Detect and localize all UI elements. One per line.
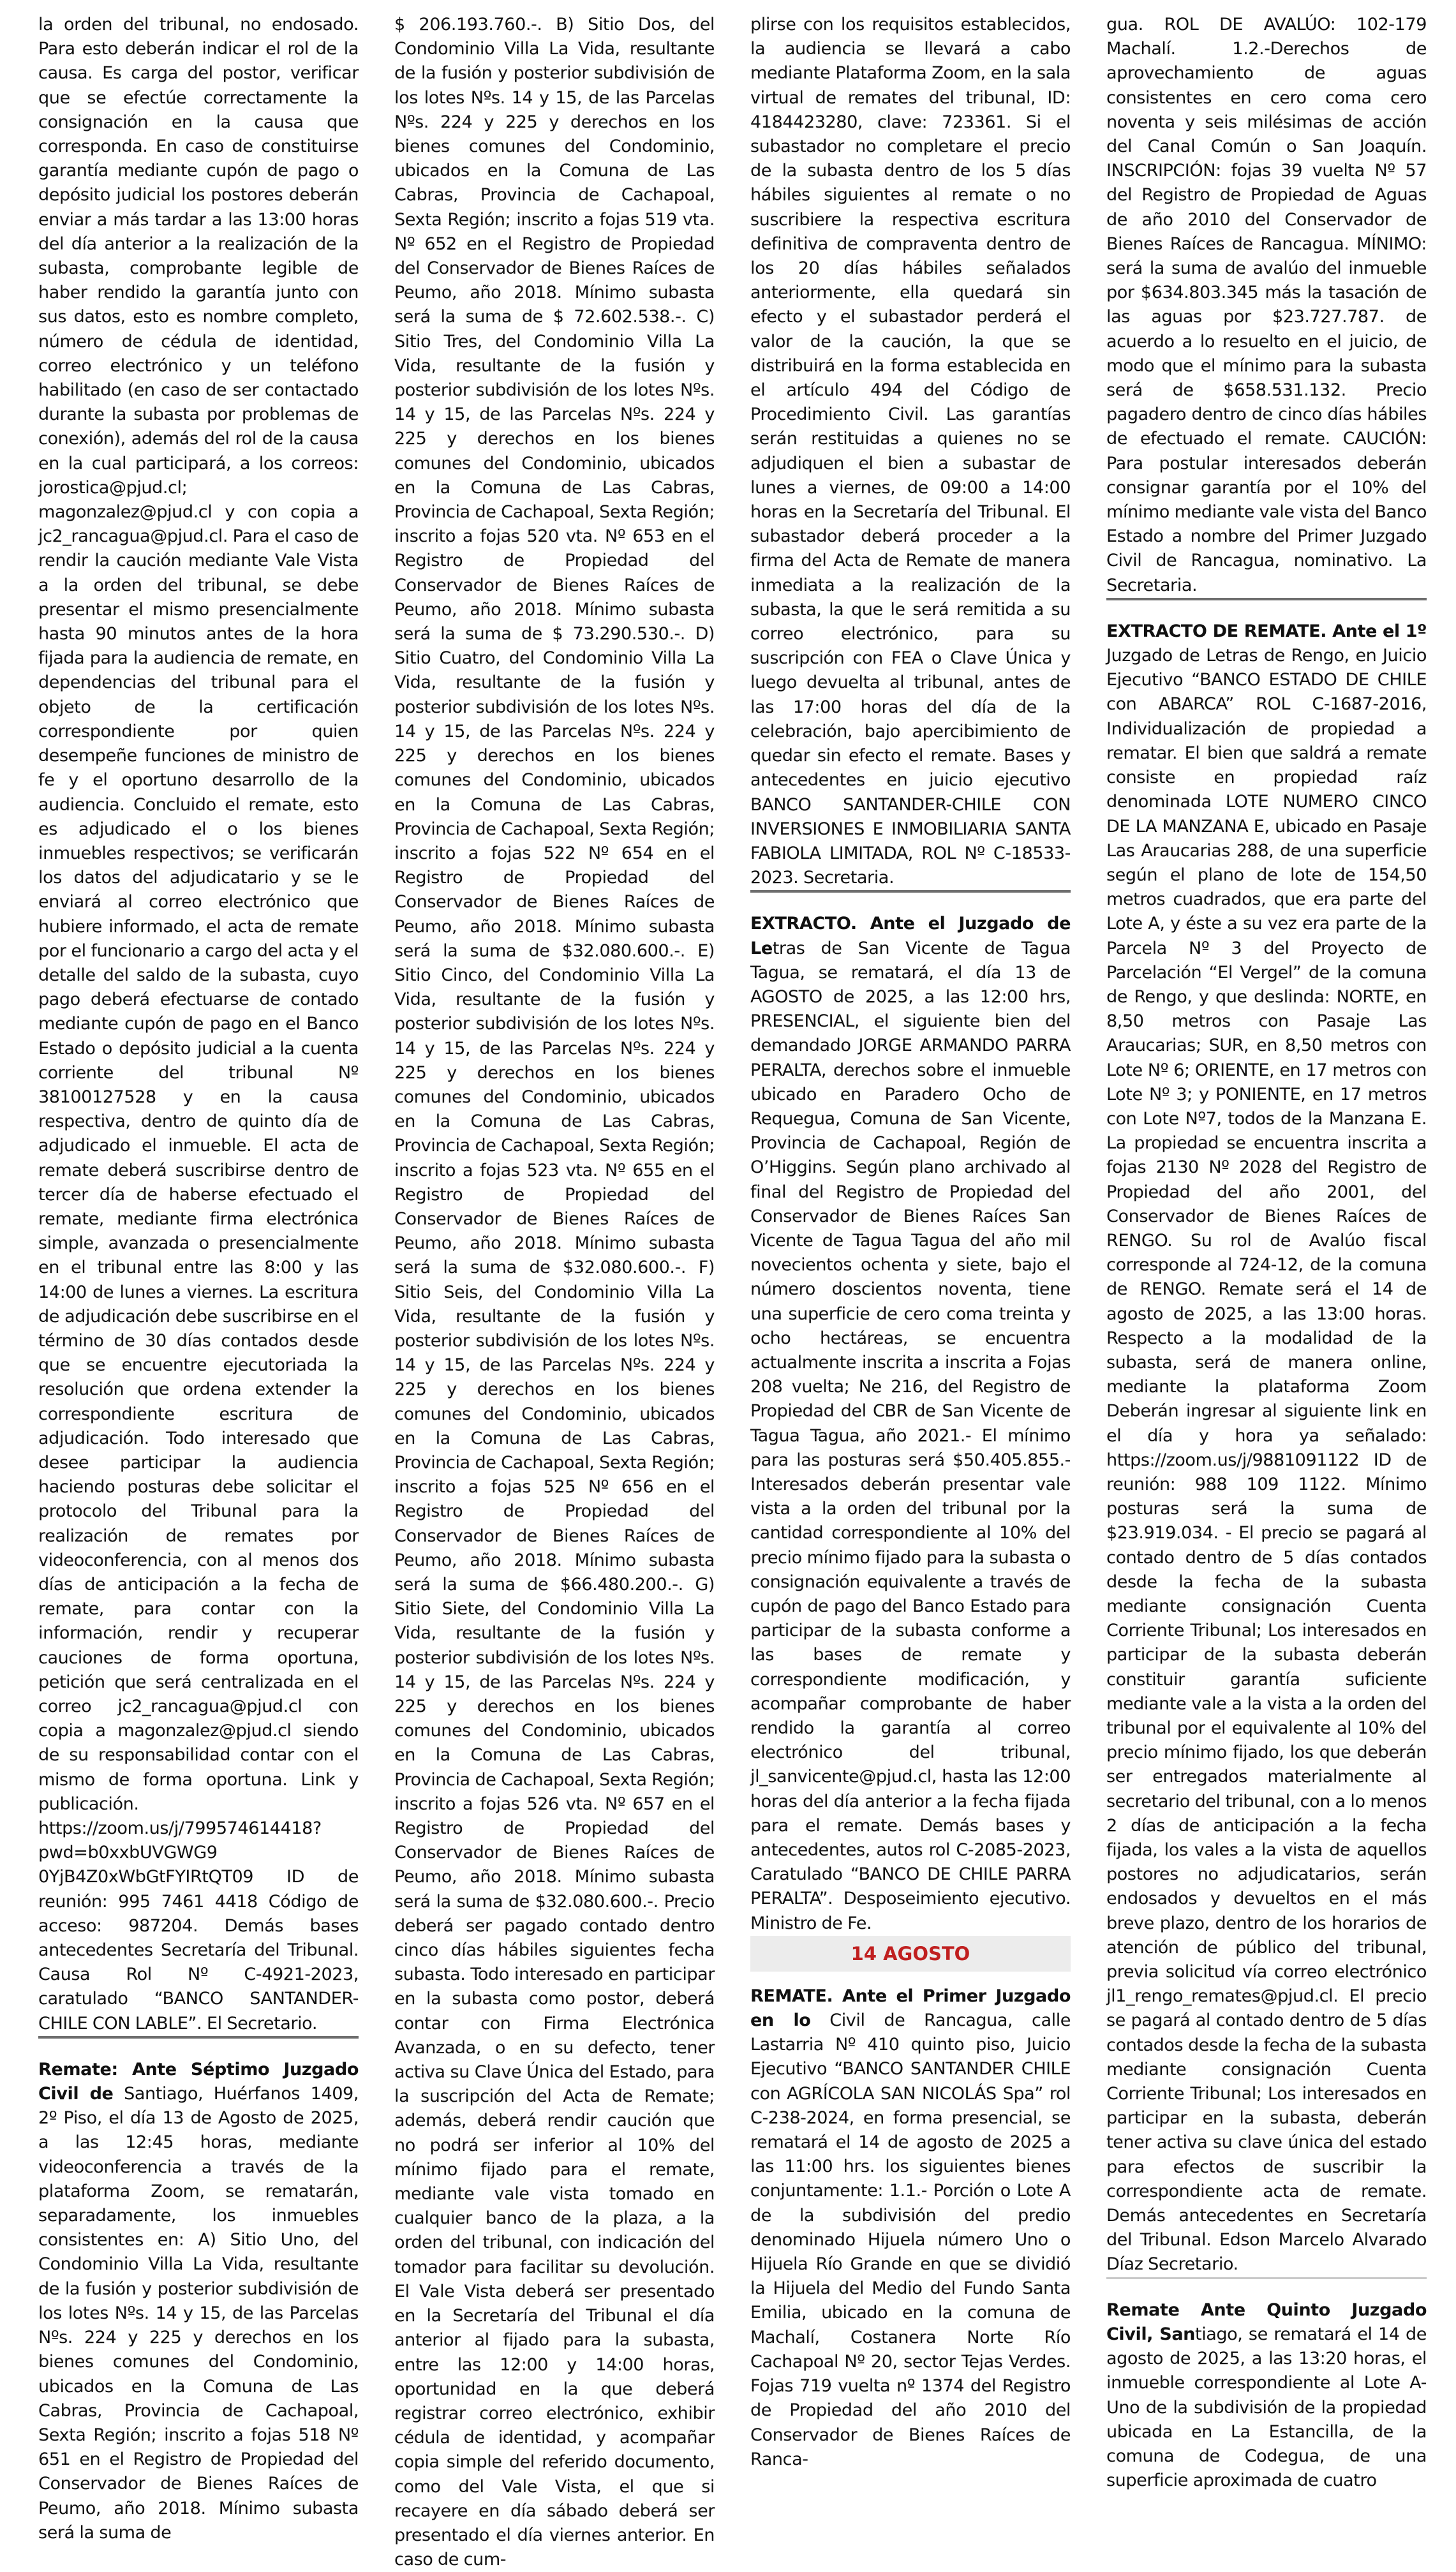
notice-continuation — [394, 13, 715, 2572]
notice-body: Santiago, Huérfanos 1409, 2º Piso, el día 13 de Agosto de 2025, a las 12:45 horas, mediante videoconferencia a través de la plataforma Zoom, se rematarán, separadamente, los inmuebles consistentes en: A) Sitio Uno, del Condominio Villa La Vida, resultante de la fusión y posterior subdivisión de los lotes Nºs. 14 y 15, de las Parcelas Nºs. 224 y 225 y derechos en los bienes comunes del Condominio, ubicados en la Comuna de Las Cabras, Provincia de Cachapoal, Sexta Región; inscrito a fojas 518 Nº 651 en el Registro de Propiedad del Conservador de Bienes Raíces de Peumo, año 2018. Mínimo subasta será la suma de — [38, 2084, 359, 2543]
notice-lead: EXTRACTO DE REMATE. Ante el 1º — [1106, 621, 1427, 641]
notice-separator — [1106, 598, 1427, 600]
notice-body: Civil de Rancagua, calle Lastarria Nº 410 quinto piso, Juicio Ejecutivo “BANCO SANTANDER CHILE con AGRÍCOLA SAN NICOLÁS Spa” rol C-238-2024, en forma presencial, se rematará el 14 de agosto de 2025 a las 11:00 hrs. los siguientes bienes conjuntamente: 1.1.- Porción o Lote A de la subdivisión del predio denominado Hijuela número Uno o Hijuela Río Grande en que se dividió la Hijuela del Medio del Fundo Santa Emilia, ubicado en la comuna de Machalí, Costanera Norte Río Cachapoal Nº 20, sector Tejas Verdes. Fojas 719 vuelta nº 1374 del Registro de Propiedad del año 2010 del Conservador de Bienes Raíces de Ranca- — [750, 2011, 1071, 2469]
notice-separator — [38, 2036, 359, 2039]
date-section-banner: 14 AGOSTO — [750, 1936, 1071, 1972]
notice-body: tiago, se rematará el 14 de agosto de 2025, a las 13:20 horas, el inmueble correspondiente al Lote A-Uno de la subdivisión de la propiedad ubicada en La Estancilla, de la comuna de Codegua, de una superficie aproximada de cuatro — [1106, 2324, 1427, 2491]
notice-lead: Remate: Ante Séptimo Juzgado Civil de — [38, 2059, 359, 2104]
notice-lead: REMATE. Ante el Primer Juzgado en lo — [750, 1986, 1071, 2031]
notice-body: plirse con los requisitos establecidos, la audiencia se llevará a cabo mediante Plataforma Zoom, en la sala virtual de remates del tribunal, ID: 4184423280, clave: 723361. Si el subastador no completare el precio de la subasta dentro de los 5 días hábiles siguientes al remate o no suscribiere la respectiva escritura definitiva de compraventa dentro de los 20 días hábiles señalados anteriormente, ella quedará sin efecto y el subastador perderá el valor de la caución, la que se distribuirá en la forma establecida en el artículo 494 del Código de Procedimiento Civil. Las garantías serán restituidas a quienes no se adjudiquen el bien a subastar de lunes a viernes, de 09:00 a 14:00 horas en la Secretaría del Tribunal. El subastador deberá proceder a la firma del Acta de Remate de manera inmediata a la realización de la subasta, la que le será remitida a su correo electrónico, para su suscripción con FEA o Clave Única y luego devuelta al tribunal, antes de las 17:00 horas del día de la celebración, bajo apercibimiento de quedar sin efecto el remate. Bases y antecedentes en juicio ejecutivo BANCO SANTANDER-CHILE CON INVERSIONES E INMOBILIARIA SANTA FABIOLA LIMITADA, ROL Nº C-18533-2023. Secretaria. — [750, 15, 1071, 888]
notice-extracto-rengo — [1106, 620, 1427, 2277]
column-4 — [1106, 13, 1427, 2491]
column-2 — [394, 13, 715, 2570]
notice-remate-septimo-juzgado — [38, 2058, 359, 2545]
notice-remate-quinto-juzgado — [1106, 2298, 1427, 2494]
notice-body: tras de San Vicente de Tagua Tagua, se rematará, el día 13 de AGOSTO de 2025, a las 12:00 hrs, PRESENCIAL, el siguiente bien del demandado JORGE ARMANDO PARRA PERALTA, derechos sobre el inmueble ubicado en Paradero Ocho de Requegua, Comuna de San Vicente, Provincia de Cachapoal, Región de O’Higgins. Según plano archivado al final del Registro de Propiedad del Conservador de Bienes Raíces San Vicente de Tagua Tagua del año mil novecientos ochenta y siete, bajo el número doscientos noventa, tiene una superficie de cero coma treinta y ocho hectáreas, se encuentra actualmente inscrita a inscrita a Fojas 208 vuelta; Ne 216, del Registro de Propiedad del CBR de San Vicente de Tagua Tagua, año 2021.- El mínimo para las posturas será $50.405.855.- Interesados deberán presentar vale vista a la orden del tribunal por la cantidad correspondiente al 10% del precio mínimo fijado para la subasta o consignación equivalente a través de cupón de pago del Banco Estado para participar de la subasta conforme a las bases de remate y correspondiente modificación, y acompañar comprobante de haber rendido la garantía al correo electrónico del tribunal, jl_sanvicente@pjud.cl, hasta las 12:00 horas del día anterior a la fecha fijada para el remate. Demás bases y antecedentes, autos rol C-2085-2023, Caratulado “BANCO DE CHILE PARRA PERALTA”. Desposeimiento ejecutivo. Ministro de Fe. — [750, 938, 1071, 1933]
column-3 — [750, 13, 1071, 2469]
notice-lead: Remate Ante Quinto Juzgado Civil, San — [1106, 2300, 1427, 2344]
notice-body: la orden del tribunal, no endosado. Para esto deberán indicar el rol de la causa. Es carga del postor, verificar que se efectúe correctamente la consignación en la causa que corresponda. En caso de constituirse garantía mediante cupón de pago o depósito judicial los postores deberán enviar a más tardar a las 13:00 horas del día anterior a la realización de la subasta, comprobante legible de haber rendido la garantía junto con sus datos, esto es nombre completo, número de cédula de identidad, correo electrónico y un teléfono habilitado (en caso de ser contactado durante la subasta por problemas de conexión), además del rol de la causa en la cual participará, a los correos: jorostica@pjud.cl; magonzalez@pjud.cl y con copia a jc2_rancagua@pjud.cl. Para el caso de rendir la caución mediante Vale Vista a la orden del tribunal, se debe presentar el mismo presencialmente hasta 90 minutos antes de la hora fijada para la audiencia de remate, en dependencias del tribunal para el objeto de la certificación correspondiente por quien desempeñe funciones de ministro de fe y el oportuno desarrollo de la audiencia. Concluido el remate, esto es adjudicado el o los bienes inmuebles respectivos; se verificarán los datos del adjudicatario y se le enviará al correo electrónico que hubiere informado, el acta de remate por el funcionario a cargo del acta y el detalle del saldo de la subasta, cuyo pago deberá efectuarse de contado mediante cupón de pago en el Banco Estado o depósito judicial a la cuenta corriente del tribunal Nº 38100127528 y en la causa respectiva, dentro de quinto día de adjudicado el inmueble. El acta de remate deberá suscribirse dentro de tercer día de haberse efectuado el remate, mediante firma electrónica simple, avanzada o presencialmente en el tribunal entre las 8:00 y las 14:00 de lunes a viernes. La escritura de adjudicación debe suscribirse en el término de 30 días contados desde que se encuentre ejecutoriada la resolución que ordena extender la correspondiente escritura de adjudicación. Todo interesado que desee participar la audiencia haciendo posturas debe solicitar el protocolo del Tribunal para la realización de remates por videoconferencia, con al menos dos días de anticipación a la fecha de remate, para contar con la información, rendir y recuperar cauciones de forma oportuna, petición que será centralizada en el correo jc2_rancagua@pjud.cl con copia a magonzalez@pjud.cl siendo de su responsabilidad contar con el mismo de forma oportuna. Link y publicación. https://zoom.us/j/799574614418?pwd=b0xxbUVGWG9 0YjB4Z0xWbGtFYIRtQT09 ID de reunión: 995 7461 4418 Código de acceso: 987204. Demás bases antecedentes Secretaría del Tribunal. Causa Rol Nº C-4921-2023, caratulado “BANCO SANTANDER-CHILE CON LABLE”. El Secretario. — [38, 15, 359, 2033]
notice-body: gua. ROL DE AVALÚO: 102-179 Machalí. 1.2.-Derechos de aprovechamiento de aguas consistentes en cero coma cero noventa y seis milésimas de acción del Canal Común o San Joaquín. INSCRIPCIÓN: fojas 39 vuelta Nº 57 del Registro de Propiedad de Aguas de año 2010 del Conservador de Bienes Raíces de Rancagua. MÍNIMO: será la suma de avalúo del inmueble por $634.803.345 más la tasación de las aguas por $23.727.787. de acuerdo a lo resuelto en el juicio, de modo que el mínimo para la subasta será de $658.531.132. Precio pagadero dentro de cinco días hábiles de efectuado el remate. CAUCIÓN: Para postular interesados deberán consignar garantía por el 10% del mínimo mediante vale vista del Banco Estado a nombre del Primer Juzgado Civil de Rancagua, nominativo. La Secretaria. — [1106, 15, 1427, 595]
notice-separator — [1106, 2277, 1427, 2279]
notice-continuation — [1106, 13, 1427, 598]
notice-separator — [750, 890, 1071, 893]
notice-body: $ 206.193.760.-. B) Sitio Dos, del Condominio Villa La Vida, resultante de la fusión y posterior subdivisión de los lotes Nºs. 14 y 15, de las Parcelas Nºs. 224 y 225 y derechos en los bienes comunes del Condominio, ubicados en la Comuna de Las Cabras, Provincia de Cachapoal, Sexta Región; inscrito a fojas 519 vta. Nº 652 en el Registro de Propiedad del Conservador de Bienes Raíces de Peumo, año 2018. Mínimo subasta será la suma de $ 72.602.538.-. C) Sitio Tres, del Condominio Villa La Vida, resultante de la fusión y posterior subdivisión de los lotes Nºs. 14 y 15, de las Parcelas Nºs. 224 y 225 y derechos en los bienes comunes del Condominio, ubicados en la Comuna de Las Cabras, Provincia de Cachapoal, Sexta Región; inscrito a fojas 520 vta. Nº 653 en el Registro de Propiedad del Conservador de Bienes Raíces de Peumo, año 2018. Mínimo subasta será la suma de $ 73.290.530.-. D) Sitio Cuatro, del Condominio Villa La Vida, resultante de la fusión y posterior subdivisión de los lotes Nºs. 14 y 15, de las Parcelas Nºs. 224 y 225 y derechos en los bienes comunes del Condominio, ubicados en la Comuna de Las Cabras, Provincia de Cachapoal, Sexta Región; inscrito a fojas 522 Nº 654 en el Registro de Propiedad del Conservador de Bienes Raíces de Peumo, año 2018. Mínimo subasta será la suma de $32.080.600.-. E) Sitio Cinco, del Condominio Villa La Vida, resultante de la fusión y posterior subdivisión de los lotes Nºs. 14 y 15, de las Parcelas Nºs. 224 y 225 y derechos en los bienes comunes del Condominio, ubicados en la Comuna de Las Cabras, Provincia de Cachapoal, Sexta Región; inscrito a fojas 523 vta. Nº 655 en el Registro de Propiedad del Conservador de Bienes Raíces de Peumo, año 2018. Mínimo subasta será la suma de $32.080.600.-. F) Sitio Seis, del Condominio Villa La Vida, resultante de la fusión y posterior subdivisión de los lotes Nºs. 14 y 15, de las Parcelas Nºs. 224 y 225 y derechos en los bienes comunes del Condominio, ubicados en la Comuna de Las Cabras, Provincia de Cachapoal, Sexta Región; inscrito a fojas 525 Nº 656 en el Registro de Propiedad del Conservador de Bienes Raíces de Peumo, año 2018. Mínimo subasta será la suma de $66.480.200.-. G) Sitio Siete, del Condominio Villa La Vida, resultante de la fusión y posterior subdivisión de los lotes Nºs. 14 y 15, de las Parcelas Nºs. 224 y 225 y derechos en los bienes comunes del Condominio, ubicados en la Comuna de Las Cabras, Provincia de Cachapoal, Sexta Región; inscrito a fojas 526 vta. Nº 657 en el Registro de Propiedad del Conservador de Bienes Raíces de Peumo, año 2018. Mínimo subasta será la suma de $32.080.600.-. Precio deberá ser pagado contado dentro cinco días hábiles siguientes fecha subasta. Todo interesado en participar en la subasta como postor, deberá contar con Firma Electrónica Avanzada, o en su defecto, tener activa su Clave Única del Estado, para la suscripción del Acta de Remate; además, deberá rendir caución que no podrá ser inferior al 10% del mínimo fijado para el remate, mediante vale vista tomado en cualquier banco de la plaza, a la orden del tribunal, con indicación del tomador para facilitar su devolución. El Vale Vista deberá ser presentado en la Secretaría del Tribunal el día anterior al fijado para la subasta, entre las 12:00 y 14:00 horas, oportunidad en la que deberá registrar correo electrónico, exhibir cédula de identidad, y acompañar copia simple del referido documento, como del Vale Vista, el que si recayere en día sábado deberá ser presentado el día viernes anterior. En caso de cum- — [394, 15, 715, 2570]
notice-extracto-san-vicente — [750, 912, 1071, 1936]
notice-continuation — [38, 13, 359, 2036]
column-1 — [38, 13, 359, 2543]
notice-body: Juzgado de Letras de Rengo, en Juicio Ejecutivo “BANCO ESTADO DE CHILE con ABARCA” ROL C-1687-2016, Individualización de propiedad a rematar. El bien que saldrá a remate consiste en propiedad raíz denominada LOTE NUMERO CINCO DE LA MANZANA E, ubicado en Pasaje Las Araucarias 288, de una superficie según el plano de lote de 154,50 metros cuadrados, que era parte del Lote A, y éste a su vez era parte de la Parcela Nº 3 del Proyecto de Parcelación “El Vergel” de la comuna de Rengo, y que deslinda: NORTE, en 8,50 metros con Pasaje Las Araucarias; SUR, en 8,50 metros con Lote Nº 6; ORIENTE, en 17 metros con Lote Nº 3; y PONIENTE, en 17 metros con Lote Nº7, todos de la Manzana E. La propiedad se encuentra inscrita a fojas 2130 Nº 2028 del Registro de Propiedad del año 2001, del Conservador de Bienes Raíces de RENGO. Su rol de Avalúo fiscal corresponde al 724-12, de la comuna de RENGO. Remate será el 14 de agosto de 2025, a las 13:00 horas. Respecto a la modalidad de la subasta, será de manera online, mediante la plataforma Zoom Deberán ingresar al siguiente link en el día y hora ya señalado: https://zoom.us/j/9881091122 ID de reunión: 988 109 1122. Mínimo posturas será la suma de $23.919.034. - El precio se pagará al contado dentro de 5 días contados desde la fecha de la subasta mediante consignación Cuenta Corriente Tribunal; Los interesados en participar de la subasta deberán constituir garantía suficiente mediante vale a la vista a la orden del tribunal por el equivalente al 10% del precio mínimo fijado, los que deberán ser entregados materialmente al secretario del tribunal, con a lo menos 2 días de anticipación a la fecha fijada, los vales a la vista de aquellos postores no adjudicatarios, serán endosados y devueltos en el más breve plazo, dentro de los horarios de atención de público del tribunal, previa solicitud vía correo electrónico jl1_rengo_remates@pjud.cl. El precio se pagará al contado dentro de 5 días contados desde la fecha de la subasta mediante consignación Cuenta Corriente Tribunal; Los interesados en participar en la subasta, deberán tener activa su clave única del estado para efectos de suscribir la correspondiente acta de remate. Demás antecedentes en Secretaría del Tribunal. Edson Marcelo Alvarado Díaz Secretario. — [1106, 646, 1427, 2275]
notice-remate-primer-juzgado-rancagua — [750, 1984, 1071, 2472]
notice-continuation — [750, 13, 1071, 890]
notice-lead: EXTRACTO. Ante el Juzgado de Le — [750, 914, 1071, 958]
